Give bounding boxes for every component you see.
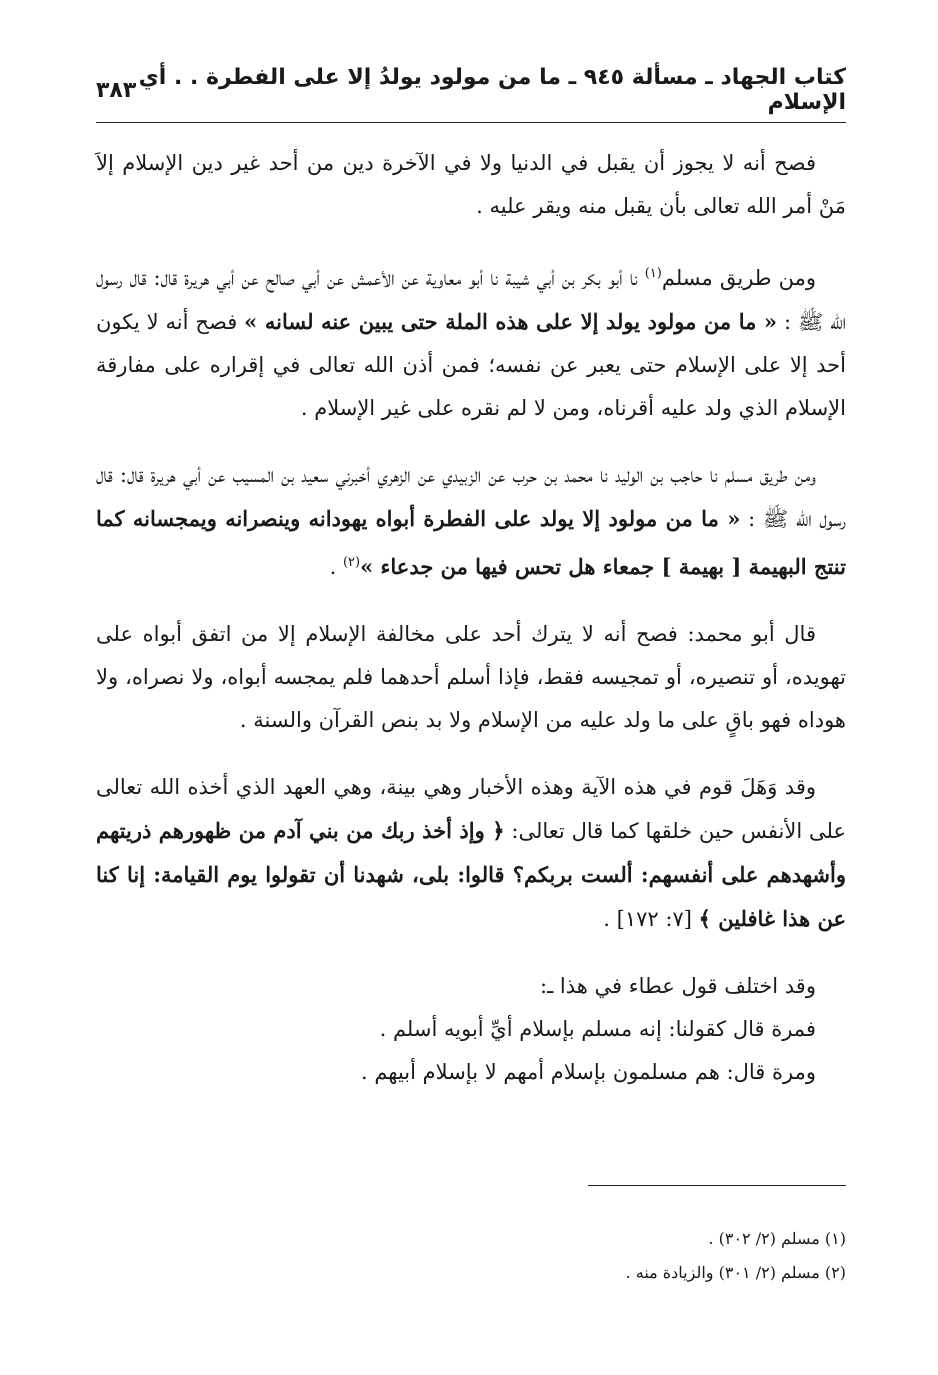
text-segment: وقد وَهَلَ قوم في هذه الآية وهذه الأخبار وهي بينة، وهي العهد الذي أخذه الله تعالى على الأنفس حين خلقها كما قال تعالى: xyxy=(96,775,846,843)
header-divider xyxy=(96,122,846,123)
text-segment: فصح أنه لا يجوز أن يقبل في الدنيا ولا في الآخرة دين من أحد غير دين الإسلام إلاَ مَنْ أمر الله تعالى بأن يقبل منه ويقر عليه . xyxy=(96,151,846,218)
paragraph xyxy=(96,252,846,430)
quoted-text: « ما من مولود إلا يولد على الفطرة أبواه يهودانه وينصرانه ويمجسانه كما تنتج البهيمة [ بهيمة ] جمعاء هل تحس فيها من جدعاء » xyxy=(96,506,846,579)
closing-line: فمرة قال كقولنا: إنه مسلم بإسلام أيِّ أبويه أسلم . xyxy=(379,1017,816,1041)
paragraph xyxy=(96,142,846,228)
paragraph xyxy=(96,454,846,589)
text-segment: ومن طريق مسلم نا حاجب بن الوليد نا محمد بن حرب عن الزبيدي عن الزهري أخبرني سعيد بن المسيب عن أبي هريرة قال: قال رسول الله ﷺ : xyxy=(96,463,847,531)
paragraph xyxy=(96,613,846,742)
paragraph xyxy=(96,766,846,941)
footnotes xyxy=(96,1222,846,1290)
quoted-text: « ما من مولود يولد إلا على هذه الملة حتى يبين عنه لسانه » xyxy=(244,309,778,334)
page-header xyxy=(96,65,846,115)
closing-line: وقد اختلف قول عطاء في هذا ـ: xyxy=(540,974,816,998)
text-segment: . xyxy=(329,555,343,579)
page-number: ٣٨٣ xyxy=(96,77,137,103)
text-segment: قال أبو محمد: فصح أنه لا يترك أحد على مخالفة الإسلام إلا من اتفق أبواه على تهويده، أو تنصيره، أو تمجيسه فقط، فإذا أسلم أحدهما فلم يمجسه أبواه، ولا نصراه، ولا هوداه فهو باقٍ على ما ولد عليه من الإسلام ولا بد بنص القرآن والسنة . xyxy=(96,622,846,732)
footnote-divider xyxy=(588,1185,846,1186)
quoted-text: ﴿ وإذ أخذ ربك من بني آدم من ظهورهم ذريتهم وأشهدهم على أنفسهم: ألست بربكم؟ قالوا: بلى، شهدنا أن تقولوا يوم القيامة: إنا كنا عن هذا غافلين ﴾ xyxy=(96,818,846,931)
footnote-ref: (١) xyxy=(644,266,662,281)
text-segment: ومن طريق مسلم xyxy=(661,266,816,290)
footnote-1: (١) مسلم (٢/ ٣٠٢) . xyxy=(708,1229,846,1248)
text-segment: نا أبو بكر بن أبي شيبة نا أبو معاوية عن الأعمش عن أبي صالح عن أبي هريرة قال: قال رسول الله ﷺ : xyxy=(96,266,846,334)
footnote-ref: (٢) xyxy=(342,555,361,570)
footnote-2: (٢) مسلم (٢/ ٣٠١) والزيادة منه . xyxy=(625,1263,846,1282)
closing-line: ومرة قال: هم مسلمون بإسلام أمهم لا بإسلام أبيهم . xyxy=(360,1060,816,1084)
running-title: كتاب الجهاد ـ مسألة ٩٤٥ ـ ما من مولود يولدُ إلا على الفطرة . . أي الإسلام xyxy=(138,65,846,115)
text-segment: فصح أنه لا يكون أحد إلا على الإسلام حتى يعبر عن نفسه؛ فمن أذن الله تعالى في إقراره على مفارقة الإسلام الذي ولد عليه أقرناه، ومن لا لم نقره على غير الإسلام . xyxy=(96,310,846,420)
text-segment: [٧: ١٧٢] . xyxy=(603,907,699,931)
main-text xyxy=(96,142,846,1094)
closing-lines xyxy=(96,965,846,1094)
